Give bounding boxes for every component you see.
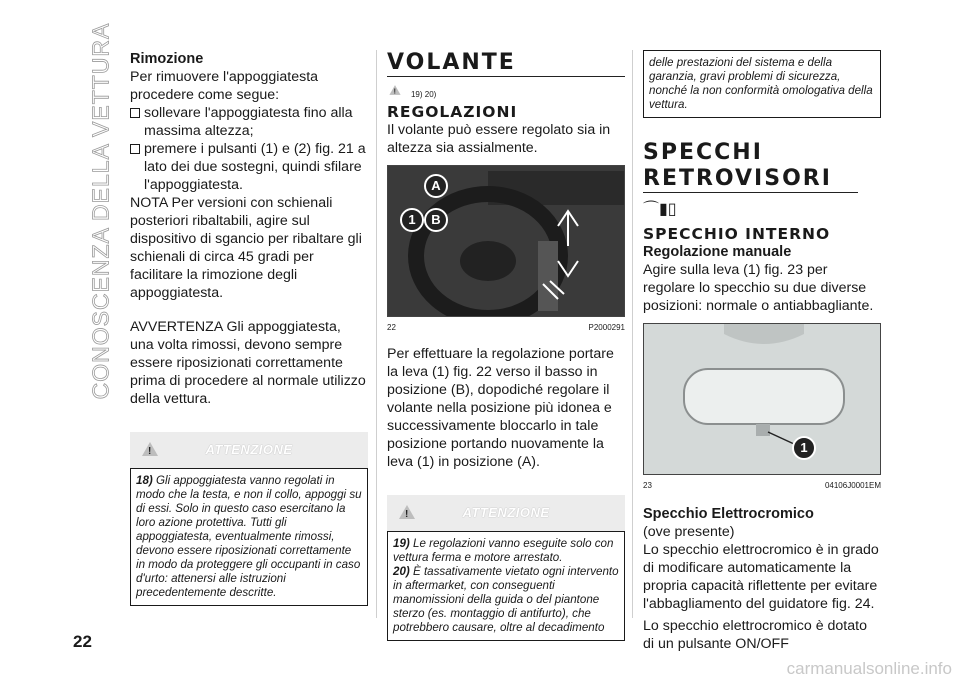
paragraph: Il volante può essere regolato sia in altezza sia assialmente. — [387, 122, 611, 156]
bullet-box-icon — [130, 108, 140, 118]
warning-body: 19) Le regolazioni vanno eseguite solo con vettura ferma e motore arrestato. 20) È tassativamente vietato ogni intervento in aftermarket, con conseguenti manomissioni della guida o del piantone sterzo (es. montaggio di antifurto), che potrebbero causare, oltre al decadimento — [387, 531, 625, 641]
callout-label: A — [424, 174, 448, 198]
paragraph: Agire sulla leva (1) fig. 23 per regolare lo specchio su due diverse posizioni: normale o antiabbagliante. — [643, 262, 874, 314]
section-heading: Rimozione — [130, 51, 204, 67]
warning-triangle-icon — [399, 505, 415, 519]
subsection-heading: Specchio Elettrocromico — [643, 506, 814, 522]
column-1 — [130, 50, 368, 606]
subsection-heading: Regolazione manuale — [643, 244, 792, 260]
column-divider — [632, 50, 633, 618]
paragraph: Per rimuovere l'appoggiatesta procedere come segue: — [130, 69, 319, 103]
warning-box — [387, 495, 625, 641]
steering-figure — [387, 165, 625, 337]
watermark: carmanualsonline.info — [786, 659, 952, 678]
warning-title: ATTENZIONE — [462, 505, 550, 520]
column-divider — [376, 50, 377, 618]
callout-label: 1 — [792, 436, 816, 460]
warning-body: 18) Gli appoggiatesta vanno regolati in modo che la testa, e non il collo, appoggi su di essi. Solo in questo caso esercitano la loro azione protettiva. Tutti gli appoggiatesta, eventualmente rimossi, devono essere riposizionati correttamente in modo da proteggere gli occupanti in caso d'urto: attenersi alle istruzioni precedentemente descritte. — [130, 468, 368, 606]
warning-box — [130, 432, 368, 606]
section-heading: SPECCHIO INTERNO — [643, 225, 831, 243]
figure-code: P2000291 — [588, 323, 625, 332]
figure-code: 04106J0001EM — [824, 481, 881, 490]
chapter-heading: VOLANTE — [387, 50, 625, 77]
mirror-illustration — [644, 324, 881, 474]
paragraph: Per effettuare la regolazione portare la leva (1) fig. 22 verso il basso in posizione (B), dopodiché regolare il volante nella posizione più idonea e successivamente bloccarlo in tale posizione portando nuovamente la leva (1) in posizione (A). — [387, 346, 614, 470]
figure-number: 23 — [643, 481, 652, 490]
warning-title: ATTENZIONE — [205, 442, 293, 457]
page-number: 22 — [73, 632, 92, 651]
section-heading: REGOLAZIONI — [387, 103, 518, 121]
warning-paragraph: AVVERTENZA Gli appoggiatesta, una volta rimossi, devono sempre essere riposizionati correttamente prima di procedere al normale utilizzo della vettura. — [130, 319, 366, 407]
column-2 — [387, 50, 625, 641]
mirror-icon: ⌒▮▯ — [643, 201, 677, 218]
paragraph: (ove presente) — [643, 524, 735, 540]
paragraph: Lo specchio elettrocromico è in grado di modificare automaticamente la propria capacità riflettente per evitare l'abbagliamento del guidatore fig. 24. — [643, 542, 879, 612]
bullet-box-icon — [130, 144, 140, 154]
column-3 — [643, 50, 881, 653]
callout-label: B — [424, 208, 448, 232]
warning-triangle-icon — [142, 442, 158, 456]
warning-box-continued: delle prestazioni del sistema e della garanzia, gravi problemi di sicurezza, nonché la non conformità omologativa della vettura. — [643, 50, 881, 118]
bullet-item: premere i pulsanti (1) e (2) fig. 21 a lato dei due sostegni, quindi sfilare l'appoggiatesta. — [130, 140, 368, 194]
warning-triangle-icon — [389, 85, 400, 95]
note-paragraph: NOTA Per versioni con schienali posteriori ribaltabili, agire sul dispositivo di sgancio per ribaltare gli schienali di circa 45 gradi per facilitare la rimozione degli appoggiatesta. — [130, 195, 362, 301]
figure-number: 22 — [387, 323, 396, 332]
chapter-heading: SPECCHI RETROVISORI — [643, 140, 858, 193]
callout-label: 1 — [400, 208, 424, 232]
chapter-side-title: CONOSCENZA DELLA VETTURA — [87, 22, 114, 400]
bullet-item: sollevare l'appoggiatesta fino alla massima altezza; — [130, 104, 368, 140]
paragraph: Lo specchio elettrocromico è dotato di un pulsante ON/OFF — [643, 618, 867, 652]
reference-numbers: 19) 20) — [410, 90, 437, 99]
mirror-figure — [643, 323, 881, 495]
